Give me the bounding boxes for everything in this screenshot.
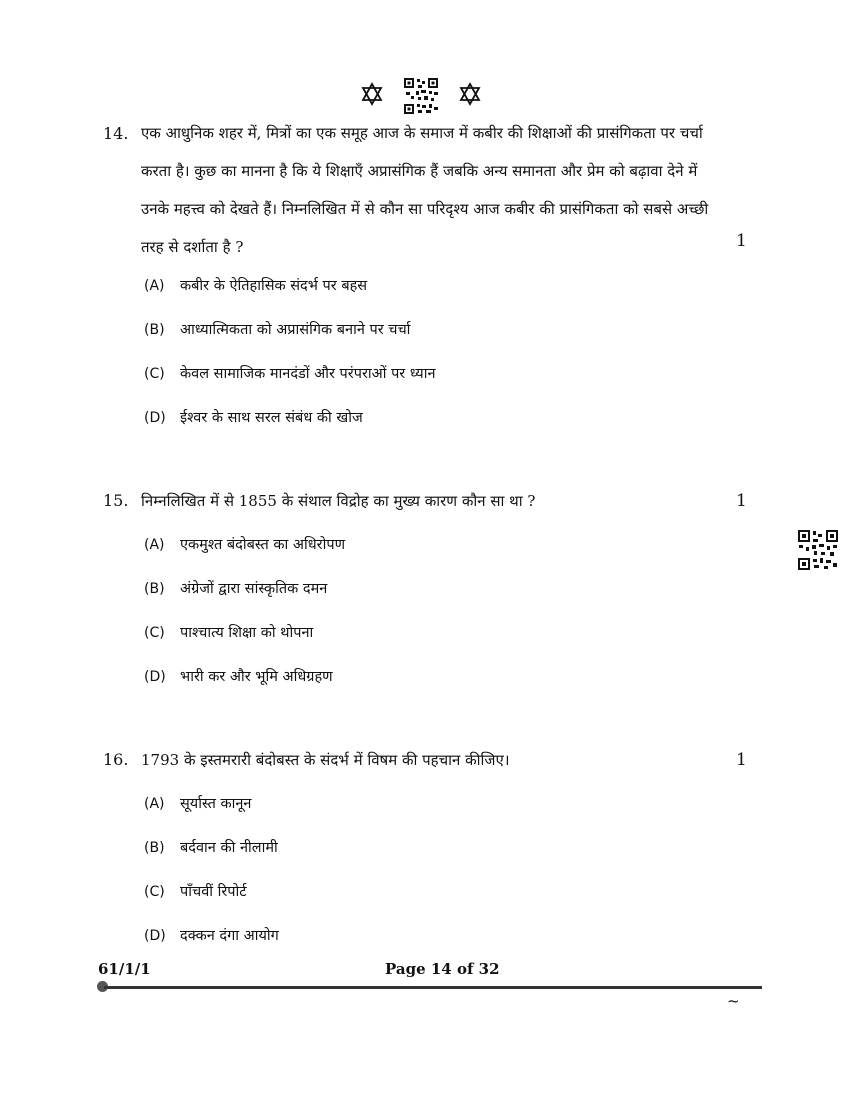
option-c: [144, 364, 436, 384]
option-a: [144, 535, 345, 555]
option-text: दक्कन दंगा आयोग: [180, 928, 279, 944]
question-number: 16.: [103, 750, 129, 769]
question-text: एक आधुनिक शहर में, मित्रों का एक समूह आज के समाज में कबीर की शिक्षाओं की प्रासंगिकता पर चर्चा करता है। कुछ का मानना है कि ये शिक्षाएँ अप्रासंगिक हैं जबकि अन्य समानता और प्रेम को बढ़ावा देने में उनके महत्त्व को देखते हैं। निम्नलिखित में से कौन सा परिदृश्य आज कबीर की प्रासंगिकता को सबसे अच्छी तरह से दर्शाता है ?: [141, 124, 709, 256]
question-number: 15.: [103, 491, 129, 510]
option-d: [144, 926, 279, 946]
option-text: भारी कर और भूमि अधिग्रहण: [180, 669, 333, 685]
option-label: (A): [144, 537, 165, 553]
question-marks: 1: [736, 231, 747, 251]
option-d: [144, 667, 333, 687]
paper-code: 61/1/1: [98, 960, 151, 978]
page-number: Page 14 of 32: [385, 960, 500, 978]
option-a: [144, 276, 367, 296]
option-label: (D): [144, 669, 166, 685]
option-label: (B): [144, 581, 165, 597]
option-b: [144, 579, 327, 599]
option-text: आध्यात्मिकता को अप्रासंगिक बनाने पर चर्चा: [180, 322, 411, 338]
option-label: (C): [144, 625, 165, 641]
question-marks: 1: [736, 750, 747, 770]
option-label: (A): [144, 796, 165, 812]
star-of-david-icon: [360, 82, 384, 106]
question-marks: 1: [736, 491, 747, 511]
star-of-david-icon: [458, 82, 482, 106]
option-text: कबीर के ऐतिहासिक संदर्भ पर बहस: [180, 278, 368, 294]
option-text: ईश्वर के साथ सरल संबंध की खोज: [180, 410, 363, 426]
option-d: [144, 408, 363, 428]
option-c: [144, 623, 313, 643]
side-qr-code-icon: [798, 530, 838, 570]
option-text: केवल सामाजिक मानदंडों और परंपराओं पर ध्यान: [180, 366, 436, 382]
option-b: [144, 838, 278, 858]
top-marks: [360, 78, 490, 118]
option-text: अंग्रेजों द्वारा सांस्कृतिक दमन: [180, 581, 328, 597]
option-c: [144, 882, 247, 902]
option-label: (A): [144, 278, 165, 294]
option-label: (D): [144, 410, 166, 426]
option-label: (C): [144, 884, 165, 900]
footer-divider: [104, 986, 762, 989]
qr-code-icon: [404, 78, 438, 114]
option-text: पाश्चात्य शिक्षा को थोपना: [180, 625, 314, 641]
option-label: (B): [144, 840, 165, 856]
option-text: पाँचवीं रिपोर्ट: [180, 884, 247, 900]
question-text: निम्नलिखित में से 1855 के संथाल विद्रोह का मुख्य कारण कौन सा था ?: [141, 492, 536, 510]
question-number: 14.: [103, 124, 129, 143]
option-label: (D): [144, 928, 166, 944]
option-label: (C): [144, 366, 165, 382]
option-text: एकमुश्त बंदोबस्त का अधिरोपण: [180, 537, 346, 553]
footer-tilde: ~: [727, 992, 740, 1010]
option-a: [144, 794, 251, 814]
option-label: (B): [144, 322, 165, 338]
option-text: बर्दवान की नीलामी: [180, 840, 278, 856]
question-text: 1793 के इस्तमरारी बंदोबस्त के संदर्भ में विषम की पहचान कीजिए।: [141, 751, 510, 769]
option-text: सूर्यास्त कानून: [180, 796, 252, 812]
option-b: [144, 320, 410, 340]
